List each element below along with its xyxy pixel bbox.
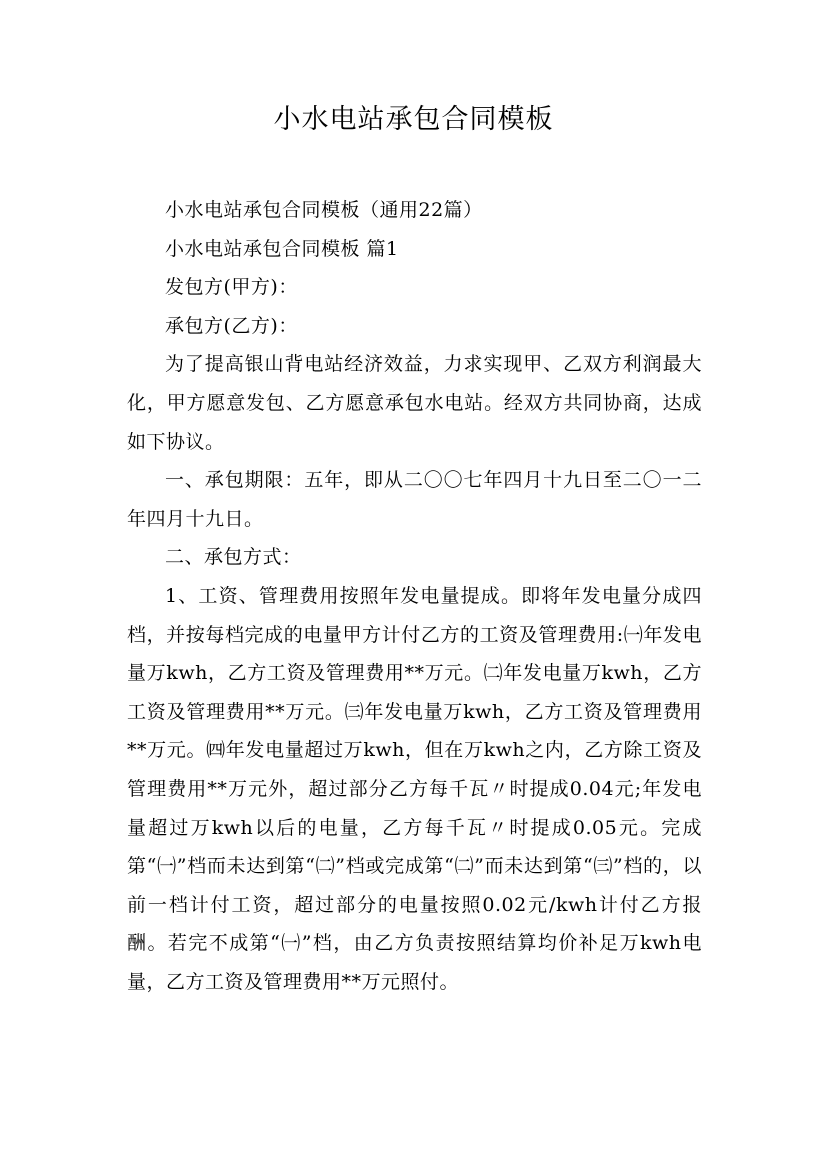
document-body — [127, 191, 702, 1001]
paragraph-party-b: 承包方(乙方)： — [165, 314, 298, 337]
paragraph-term: 一、承包期限：五年，即从二〇〇七年四月十九日至二〇一二年四月十九日。 — [127, 469, 702, 530]
paragraph-method-clause-1: 1、工资、管理费用按照年发电量提成。即将年发电量分成四档，并按每档完成的电量甲方计付乙方的工资及管理费用:㈠年发电量万kwh，乙方工资及管理费用**万元。㈡年发电量万kwh，乙方工资及管理费用**万元。㈢年发电量万kwh，乙方工资及管理费用**万元。㈣年发电量超过万kwh，但在万kwh之内，乙方除工资及管理费用**万元外，超过部分乙方每千瓦〃时提成0.04元;年发电量超过万kwh以后的电量，乙方每千瓦〃时提成0.05元。完成第“㈠”档而未达到第“㈡”档或完成第“㈡”而未达到第“㈢”档的，以前一档计付工资，超过部分的电量按照0.02元/kwh计付乙方报酬。若完不成第“㈠”档，由乙方负责按照结算均价补足万kwh电量，乙方工资及管理费用**万元照付。 — [127, 584, 702, 993]
paragraph-subtitle: 小水电站承包合同模板（通用22篇） — [165, 199, 483, 221]
document-title: 小水电站承包合同模板 — [273, 104, 554, 135]
paragraph-preamble: 为了提高银山背电站经济效益，力求实现甲、乙双方利润最大化，甲方愿意发包、乙方愿意承包水电站。经双方共同协商，达成如下协议。 — [127, 353, 702, 453]
paragraph-section-heading: 小水电站承包合同模板 篇1 — [165, 237, 399, 260]
paragraph-party-a: 发包方(甲方)： — [165, 276, 298, 299]
paragraph-method-heading: 二、承包方式： — [165, 546, 302, 569]
